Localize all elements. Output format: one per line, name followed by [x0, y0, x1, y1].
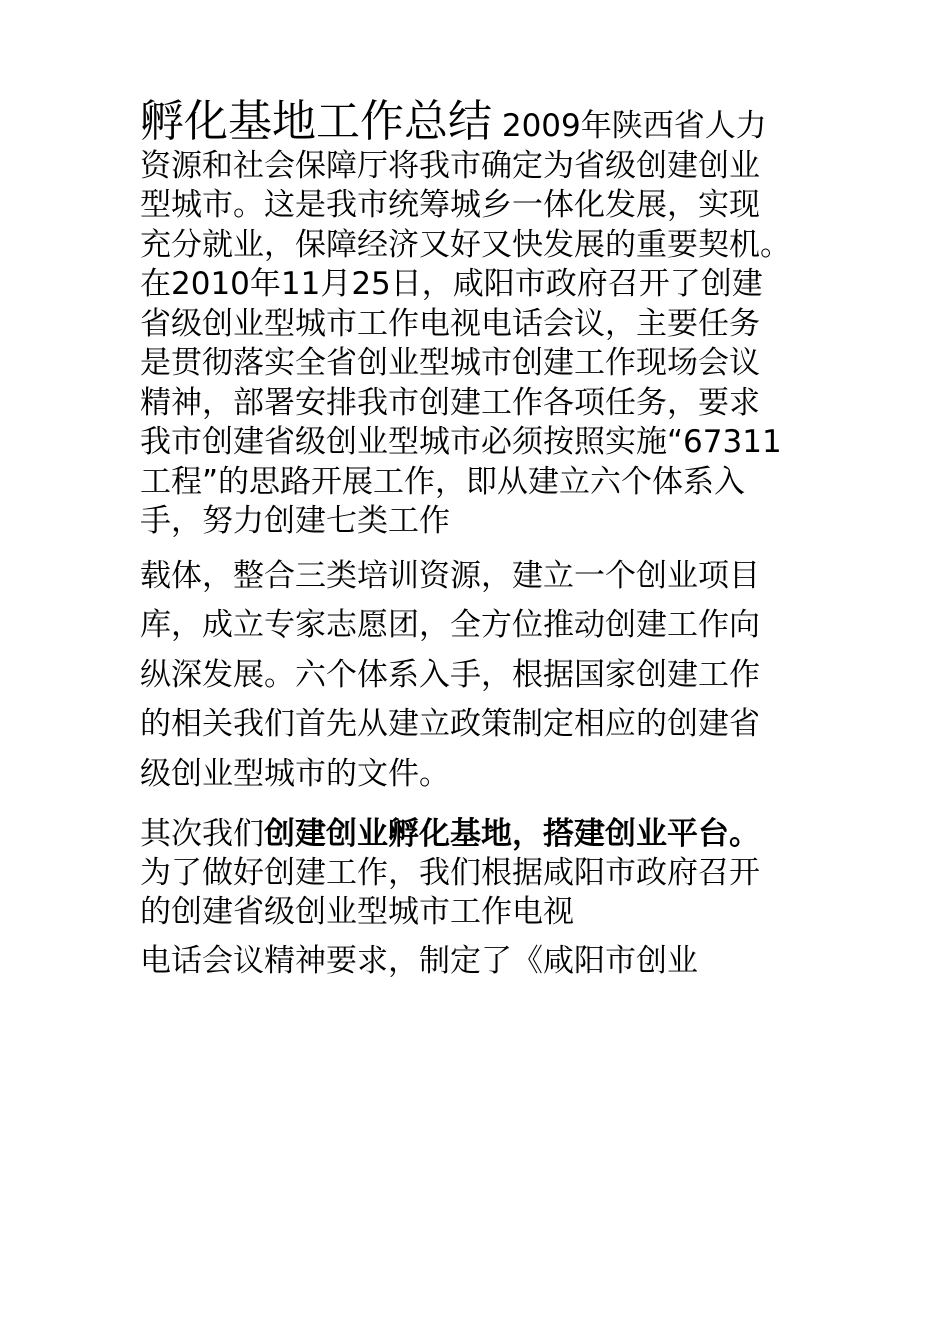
- paragraph-1-line: 手，努力创建七类工作: [140, 503, 450, 539]
- paragraph-4-line: 电话会议精神要求，制定了《咸阳市创业: [140, 943, 698, 979]
- paragraph-2-line: 纵深发展。六个体系入手，根据国家创建工作: [140, 656, 760, 693]
- paragraph-3-line: 为了做好创建工作，我们根据咸阳市政府召开: [140, 855, 760, 891]
- paragraph-3-first-line: [140, 815, 840, 854]
- paragraph-1-line: 省级创业型城市工作电视电话会议，主要任务: [140, 305, 760, 342]
- paragraph-4: [140, 942, 840, 981]
- paragraph-3-line: 的创建省级创业型城市工作电视: [140, 894, 574, 930]
- paragraph-1-lead: 2009年陕西省人力: [501, 108, 767, 144]
- paragraph-1-line: 充分就业，保障经济又好又快发展的重要契机。: [140, 226, 791, 263]
- paragraph-2-line: 级创业型城市的文件。: [140, 755, 450, 792]
- paragraph-1-line: 资源和社会保障厅将我市确定为省级创建创业: [140, 147, 760, 184]
- document-title: 孵化基地工作总结: [140, 96, 492, 147]
- paragraph-3: [140, 815, 840, 932]
- paragraph-3-bold-text: 创建创业孵化基地，搭建创业平台。: [264, 816, 760, 852]
- paragraph-3-prefix: 其次我们: [140, 816, 264, 852]
- paragraph-1-line: 工程”的思路开展工作，即从建立六个体系入: [140, 463, 746, 500]
- paragraph-2-line: 库，成立专家志愿团，全方位推动创建工作向: [140, 607, 760, 643]
- paragraph-1-line: 在2010年11月25日，咸阳市政府召开了创建: [140, 266, 763, 302]
- paragraph-1-line: 精神，部署安排我市创建工作各项任务，要求: [140, 384, 760, 421]
- paragraph-1: [140, 96, 840, 542]
- title-line: [140, 96, 840, 147]
- paragraph-2: [140, 552, 840, 800]
- paragraph-1-line: 型城市。这是我市统筹城乡一体化发展，实现: [140, 187, 760, 223]
- document-body: [140, 96, 840, 981]
- paragraph-1-line: 是贯彻落实全省创业型城市创建工作现场会议: [140, 345, 760, 381]
- paragraph-2-line: 的相关我们首先从建立政策制定相应的创建省: [140, 706, 760, 742]
- paragraph-2-line: 载体，整合三类培训资源，建立一个创业项目: [140, 557, 760, 594]
- paragraph-1-line: 我市创建省级创业型城市必须按照实施“67311: [140, 424, 782, 460]
